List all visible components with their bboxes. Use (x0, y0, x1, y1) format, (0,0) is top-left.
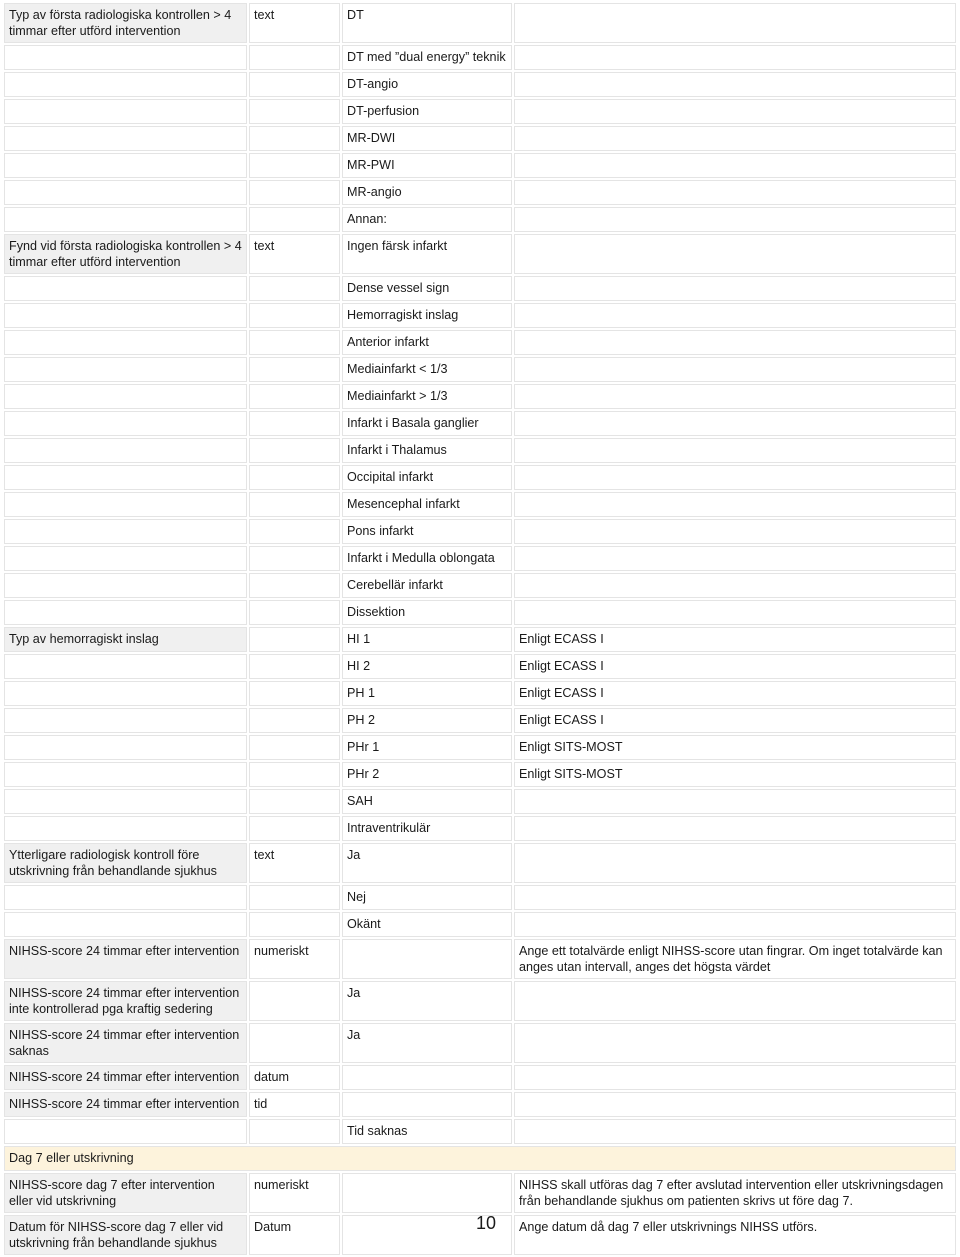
field-label-cell (4, 99, 247, 124)
field-label-cell (4, 912, 247, 937)
field-label-cell (4, 654, 247, 679)
field-label-cell (4, 276, 247, 301)
option-cell: MR-PWI (342, 153, 512, 178)
field-label-cell (4, 153, 247, 178)
note-cell: Ange ett totalvärde enligt NIHSS-score utan fingrar. Om inget totalvärde kan anges utan intervall, anges det högsta värdet (514, 939, 956, 979)
option-cell: Dissektion (342, 600, 512, 625)
note-cell (514, 1023, 956, 1063)
table-row (4, 1065, 956, 1090)
table-row (4, 981, 956, 1021)
note-cell (514, 276, 956, 301)
field-label-cell: NIHSS-score 24 timmar efter intervention (4, 1092, 247, 1117)
option-cell: Hemorragiskt inslag (342, 303, 512, 328)
option-cell: Ja (342, 1023, 512, 1063)
field-label-cell (4, 681, 247, 706)
field-type-cell (249, 681, 340, 706)
field-label-cell: NIHSS-score 24 timmar efter intervention inte kontrollerad pga kraftig sedering (4, 981, 247, 1021)
option-cell: Infarkt i Thalamus (342, 438, 512, 463)
note-cell (514, 330, 956, 355)
table-row (4, 234, 956, 274)
field-label-cell (4, 519, 247, 544)
field-type-cell (249, 153, 340, 178)
note-cell (514, 126, 956, 151)
field-label-cell (4, 330, 247, 355)
note-cell (514, 411, 956, 436)
note-cell (514, 234, 956, 274)
option-cell: MR-angio (342, 180, 512, 205)
option-cell: HI 1 (342, 627, 512, 652)
registry-table (2, 1, 958, 1257)
field-type-cell (249, 816, 340, 841)
note-cell (514, 180, 956, 205)
field-type-cell (249, 1119, 340, 1144)
field-type-cell (249, 207, 340, 232)
field-label-cell (4, 708, 247, 733)
option-cell: DT (342, 3, 512, 43)
field-type-cell (249, 762, 340, 787)
option-cell (342, 1092, 512, 1117)
field-type-cell (249, 126, 340, 151)
field-label-cell (4, 180, 247, 205)
field-type-cell: tid (249, 1092, 340, 1117)
note-cell (514, 465, 956, 490)
field-type-cell (249, 1023, 340, 1063)
field-label-cell: Fynd vid första radiologiska kontrollen > 4 timmar efter utförd intervention (4, 234, 247, 274)
field-type-cell (249, 789, 340, 814)
field-type-cell (249, 735, 340, 760)
note-cell (514, 492, 956, 517)
field-type-cell (249, 357, 340, 382)
field-type-cell (249, 708, 340, 733)
table-row (4, 1119, 956, 1144)
option-cell (342, 1173, 512, 1213)
note-cell (514, 546, 956, 571)
field-label-cell (4, 762, 247, 787)
table-row (4, 708, 956, 733)
option-cell: Mesencephal infarkt (342, 492, 512, 517)
field-type-cell (249, 180, 340, 205)
field-label-cell (4, 1119, 247, 1144)
registry-table-body (4, 3, 956, 1255)
table-row (4, 438, 956, 463)
field-type-cell (249, 519, 340, 544)
note-cell (514, 1119, 956, 1144)
option-cell: Anterior infarkt (342, 330, 512, 355)
option-cell (342, 939, 512, 979)
field-type-cell (249, 546, 340, 571)
note-cell (514, 789, 956, 814)
option-cell: Mediainfarkt > 1/3 (342, 384, 512, 409)
field-label-cell: NIHSS-score dag 7 efter intervention eller vid utskrivning (4, 1173, 247, 1213)
note-cell (514, 45, 956, 70)
note-cell (514, 843, 956, 883)
page-number: 10 (476, 1213, 497, 1233)
table-row (4, 681, 956, 706)
note-cell (514, 1065, 956, 1090)
field-type-cell (249, 276, 340, 301)
table-row (4, 939, 956, 979)
option-cell: Ja (342, 843, 512, 883)
note-cell (514, 600, 956, 625)
field-label-cell: NIHSS-score 24 timmar efter intervention (4, 1065, 247, 1090)
option-cell: MR-DWI (342, 126, 512, 151)
note-cell (514, 3, 956, 43)
note-cell (514, 303, 956, 328)
field-label-cell (4, 357, 247, 382)
table-row (4, 357, 956, 382)
option-cell: Occipital infarkt (342, 465, 512, 490)
field-label-cell: Ytterligare radiologisk kontroll före utskrivning från behandlande sjukhus (4, 843, 247, 883)
note-cell: Enligt SITS-MOST (514, 762, 956, 787)
note-cell: NIHSS skall utföras dag 7 efter avslutad intervention eller utskrivningsdagen från behandlande sjukhus om patienten skrivs ut före dag 7. (514, 1173, 956, 1213)
field-label-cell (4, 45, 247, 70)
table-row (4, 3, 956, 43)
field-type-cell: text (249, 234, 340, 274)
note-cell (514, 981, 956, 1021)
field-type-cell: Datum (249, 1215, 340, 1255)
field-label-cell (4, 438, 247, 463)
table-row (4, 45, 956, 70)
option-cell: Ja (342, 981, 512, 1021)
table-row (4, 180, 956, 205)
table-row (4, 303, 956, 328)
field-label-cell (4, 789, 247, 814)
table-row (4, 384, 956, 409)
table-row (4, 1092, 956, 1117)
table-row (4, 126, 956, 151)
note-cell: Enligt ECASS I (514, 654, 956, 679)
option-cell: PHr 2 (342, 762, 512, 787)
field-type-cell (249, 627, 340, 652)
table-row (4, 72, 956, 97)
option-cell: PH 1 (342, 681, 512, 706)
table-row (4, 153, 956, 178)
table-row (4, 276, 956, 301)
option-cell: Intraventrikulär (342, 816, 512, 841)
field-type-cell (249, 492, 340, 517)
field-label-cell (4, 885, 247, 910)
option-cell (342, 1065, 512, 1090)
field-type-cell: text (249, 3, 340, 43)
table-row (4, 885, 956, 910)
table-row (4, 735, 956, 760)
option-cell: DT-angio (342, 72, 512, 97)
field-type-cell (249, 573, 340, 598)
table-row (4, 627, 956, 652)
field-label-cell: Datum för NIHSS-score dag 7 eller vid utskrivning från behandlande sjukhus (4, 1215, 247, 1255)
field-label-cell: Typ av första radiologiska kontrollen > 4 timmar efter utförd intervention (4, 3, 247, 43)
table-row (4, 654, 956, 679)
field-label-cell (4, 411, 247, 436)
option-cell: Dense vessel sign (342, 276, 512, 301)
table-row (4, 816, 956, 841)
option-cell: Okänt (342, 912, 512, 937)
option-cell: Nej (342, 885, 512, 910)
note-cell (514, 438, 956, 463)
field-label-cell (4, 546, 247, 571)
option-cell: Annan: (342, 207, 512, 232)
field-label-cell (4, 600, 247, 625)
field-type-cell (249, 303, 340, 328)
note-cell (514, 357, 956, 382)
field-type-cell (249, 885, 340, 910)
note-cell (514, 816, 956, 841)
option-cell: SAH (342, 789, 512, 814)
note-cell (514, 153, 956, 178)
table-row (4, 207, 956, 232)
field-type-cell: text (249, 843, 340, 883)
note-cell (514, 207, 956, 232)
note-cell (514, 912, 956, 937)
table-row (4, 411, 956, 436)
note-cell: Enligt ECASS I (514, 681, 956, 706)
field-type-cell (249, 465, 340, 490)
note-cell: Enligt ECASS I (514, 708, 956, 733)
field-label-cell (4, 465, 247, 490)
field-label-cell (4, 573, 247, 598)
option-cell: DT-perfusion (342, 99, 512, 124)
table-row (4, 789, 956, 814)
field-type-cell (249, 600, 340, 625)
table-row (4, 600, 956, 625)
note-cell (514, 1092, 956, 1117)
table-row (4, 912, 956, 937)
field-type-cell (249, 438, 340, 463)
table-row (4, 843, 956, 883)
field-label-cell (4, 126, 247, 151)
option-cell: Mediainfarkt < 1/3 (342, 357, 512, 382)
field-label-cell (4, 72, 247, 97)
table-row (4, 330, 956, 355)
table-row (4, 762, 956, 787)
table-row (4, 519, 956, 544)
table-row (4, 1023, 956, 1063)
field-label-cell (4, 384, 247, 409)
note-cell (514, 72, 956, 97)
section-row (4, 1146, 956, 1171)
field-label-cell (4, 207, 247, 232)
option-cell: Infarkt i Basala ganglier (342, 411, 512, 436)
field-label-cell: NIHSS-score 24 timmar efter intervention saknas (4, 1023, 247, 1063)
field-type-cell (249, 330, 340, 355)
option-cell: HI 2 (342, 654, 512, 679)
field-label-cell (4, 735, 247, 760)
field-label-cell (4, 816, 247, 841)
field-type-cell (249, 654, 340, 679)
table-row (4, 1173, 956, 1213)
field-type-cell (249, 411, 340, 436)
note-cell (514, 573, 956, 598)
field-type-cell (249, 72, 340, 97)
section-heading: Dag 7 eller utskrivning (4, 1146, 956, 1171)
option-cell: PH 2 (342, 708, 512, 733)
field-label-cell (4, 492, 247, 517)
field-type-cell: numeriskt (249, 939, 340, 979)
note-cell: Enligt SITS-MOST (514, 735, 956, 760)
note-cell (514, 384, 956, 409)
note-cell (514, 885, 956, 910)
field-type-cell (249, 99, 340, 124)
option-cell: PHr 1 (342, 735, 512, 760)
option-cell: Tid saknas (342, 1119, 512, 1144)
field-type-cell (249, 384, 340, 409)
field-type-cell: numeriskt (249, 1173, 340, 1213)
option-cell: Ingen färsk infarkt (342, 234, 512, 274)
field-label-cell: Typ av hemorragiskt inslag (4, 627, 247, 652)
option-cell: Cerebellär infarkt (342, 573, 512, 598)
note-cell (514, 519, 956, 544)
option-cell: Infarkt i Medulla oblongata (342, 546, 512, 571)
table-row (4, 492, 956, 517)
field-type-cell (249, 912, 340, 937)
note-cell: Enligt ECASS I (514, 627, 956, 652)
note-cell: Ange datum då dag 7 eller utskrivnings NIHSS utförs. (514, 1215, 956, 1255)
field-type-cell: datum (249, 1065, 340, 1090)
option-cell: DT med ”dual energy” teknik (342, 45, 512, 70)
note-cell (514, 99, 956, 124)
table-row (4, 99, 956, 124)
table-row (4, 573, 956, 598)
table-row (4, 465, 956, 490)
field-type-cell (249, 981, 340, 1021)
table-row (4, 546, 956, 571)
field-type-cell (249, 45, 340, 70)
field-label-cell: NIHSS-score 24 timmar efter intervention (4, 939, 247, 979)
field-label-cell (4, 303, 247, 328)
option-cell: Pons infarkt (342, 519, 512, 544)
